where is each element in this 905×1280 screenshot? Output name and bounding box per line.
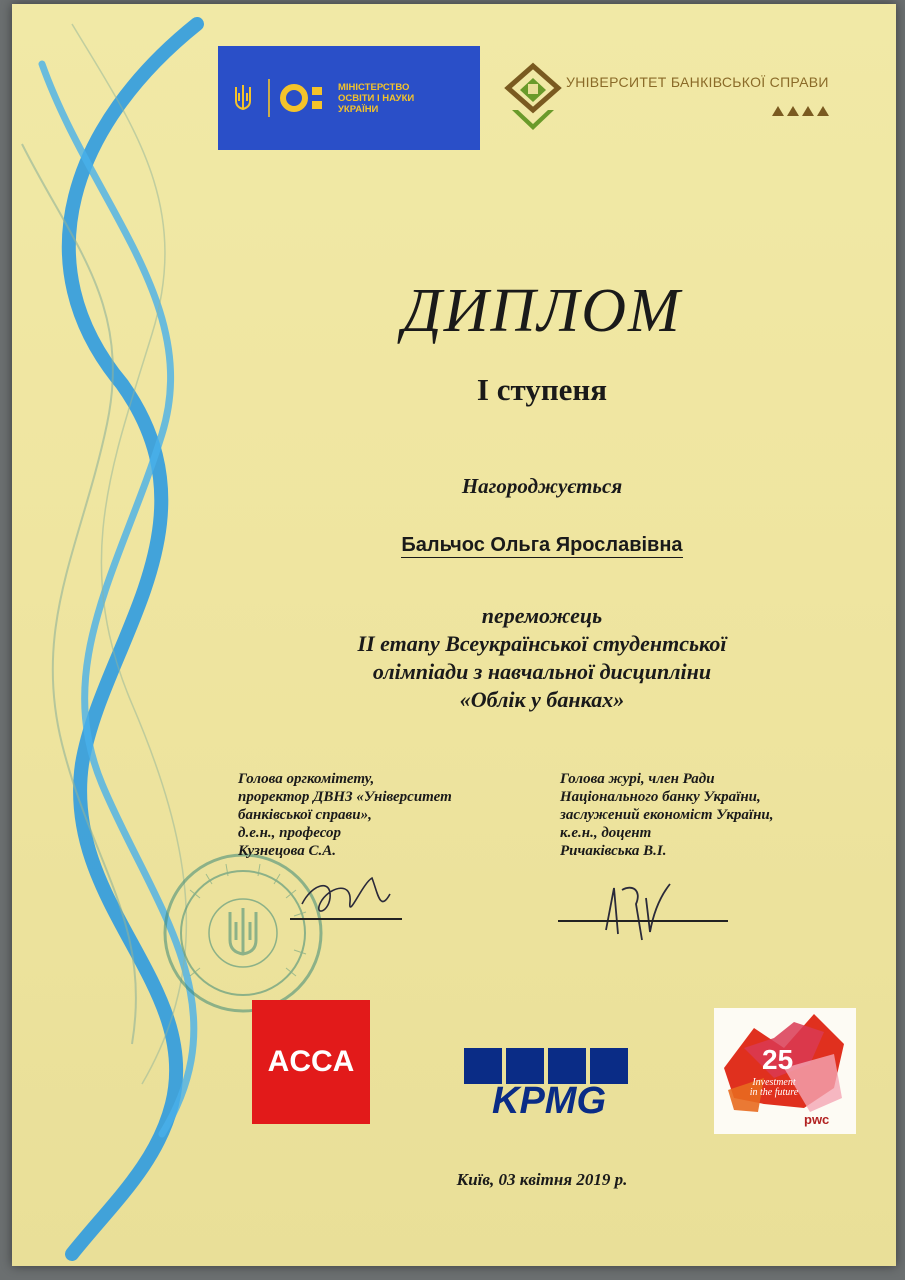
kpmg-blocks-icon [454,1044,644,1084]
signature-line-text: Голова журі, член Ради [560,771,715,787]
acca-logo-text: ACCA [267,1045,355,1078]
signature-line-left [290,918,402,920]
pwc-anniversary-number: 25 [762,1044,794,1075]
diploma-title: ДИПЛОМ [402,277,682,345]
signature-line-text: проректор ДВНЗ «Університет [238,789,452,805]
achievement-line: переможець [481,603,603,628]
recipient-name-text: Бальчос Ольга Ярославівна [401,534,683,556]
signature-line-text: банківської справи», [238,807,372,823]
awarded-label: Нагороджується [461,474,623,498]
ministry-divider [268,79,270,117]
university-peaks-icon [772,104,832,116]
kpmg-logo-text: KPMG [492,1080,606,1122]
achievement-line: олімпіади з навчальної дисципліни [372,659,712,684]
ministry-name-line: УКРАЇНИ [338,103,379,115]
signature-line-text: д.е.н., професор [238,825,342,841]
ministry-name-line: МІНІСТЕРСТВО [338,81,410,93]
pwc-tagline [734,1078,814,1098]
ministry-mark-icon [280,83,332,113]
diploma-degree: І ступеня [476,372,608,407]
achievement-text [212,602,872,714]
signature-line-text: Голова оргкомітету, [238,771,375,787]
kpmg-logo [454,1044,644,1124]
signature-block-left [238,770,452,860]
signature-line-right [558,920,728,922]
achievement-line: «Облік у банках» [459,687,625,712]
signature-line-text: Кузнецова С.А. [238,843,337,859]
university-name: УНІВЕРСИТЕТ БАНКІВСЬКОЇ СПРАВИ [566,74,829,90]
signature-line-text: Національного банку України, [560,789,761,805]
ministry-name-line: ОСВІТИ І НАУКИ [338,92,415,104]
achievement-line: ІІ етапу Всеукраїнської студентської [357,631,727,656]
pwc-tagline-line: Investment [752,1077,796,1088]
signature-line-text: заслужений економіст України, [560,807,774,823]
ministry-logo [218,46,480,150]
university-emblem-icon [502,62,564,136]
ministry-name [338,82,414,115]
signature-line-text: к.е.н., доцент [560,825,652,841]
diploma-sheet [12,4,896,1266]
recipient-name [212,534,872,557]
trident-icon [232,83,254,113]
handwritten-signature-right [592,870,682,948]
university-logo [502,60,842,140]
pwc-logo [714,1008,856,1134]
signature-block-right [560,770,774,860]
signature-line-text: Ричаківська В.І. [560,843,667,859]
acca-logo [252,1000,370,1124]
pwc-brand-text: pwc [804,1112,830,1127]
pwc-tagline-line: in the future [749,1087,799,1098]
issue-date: Київ, 03 квітня 2019 р. [456,1170,628,1189]
